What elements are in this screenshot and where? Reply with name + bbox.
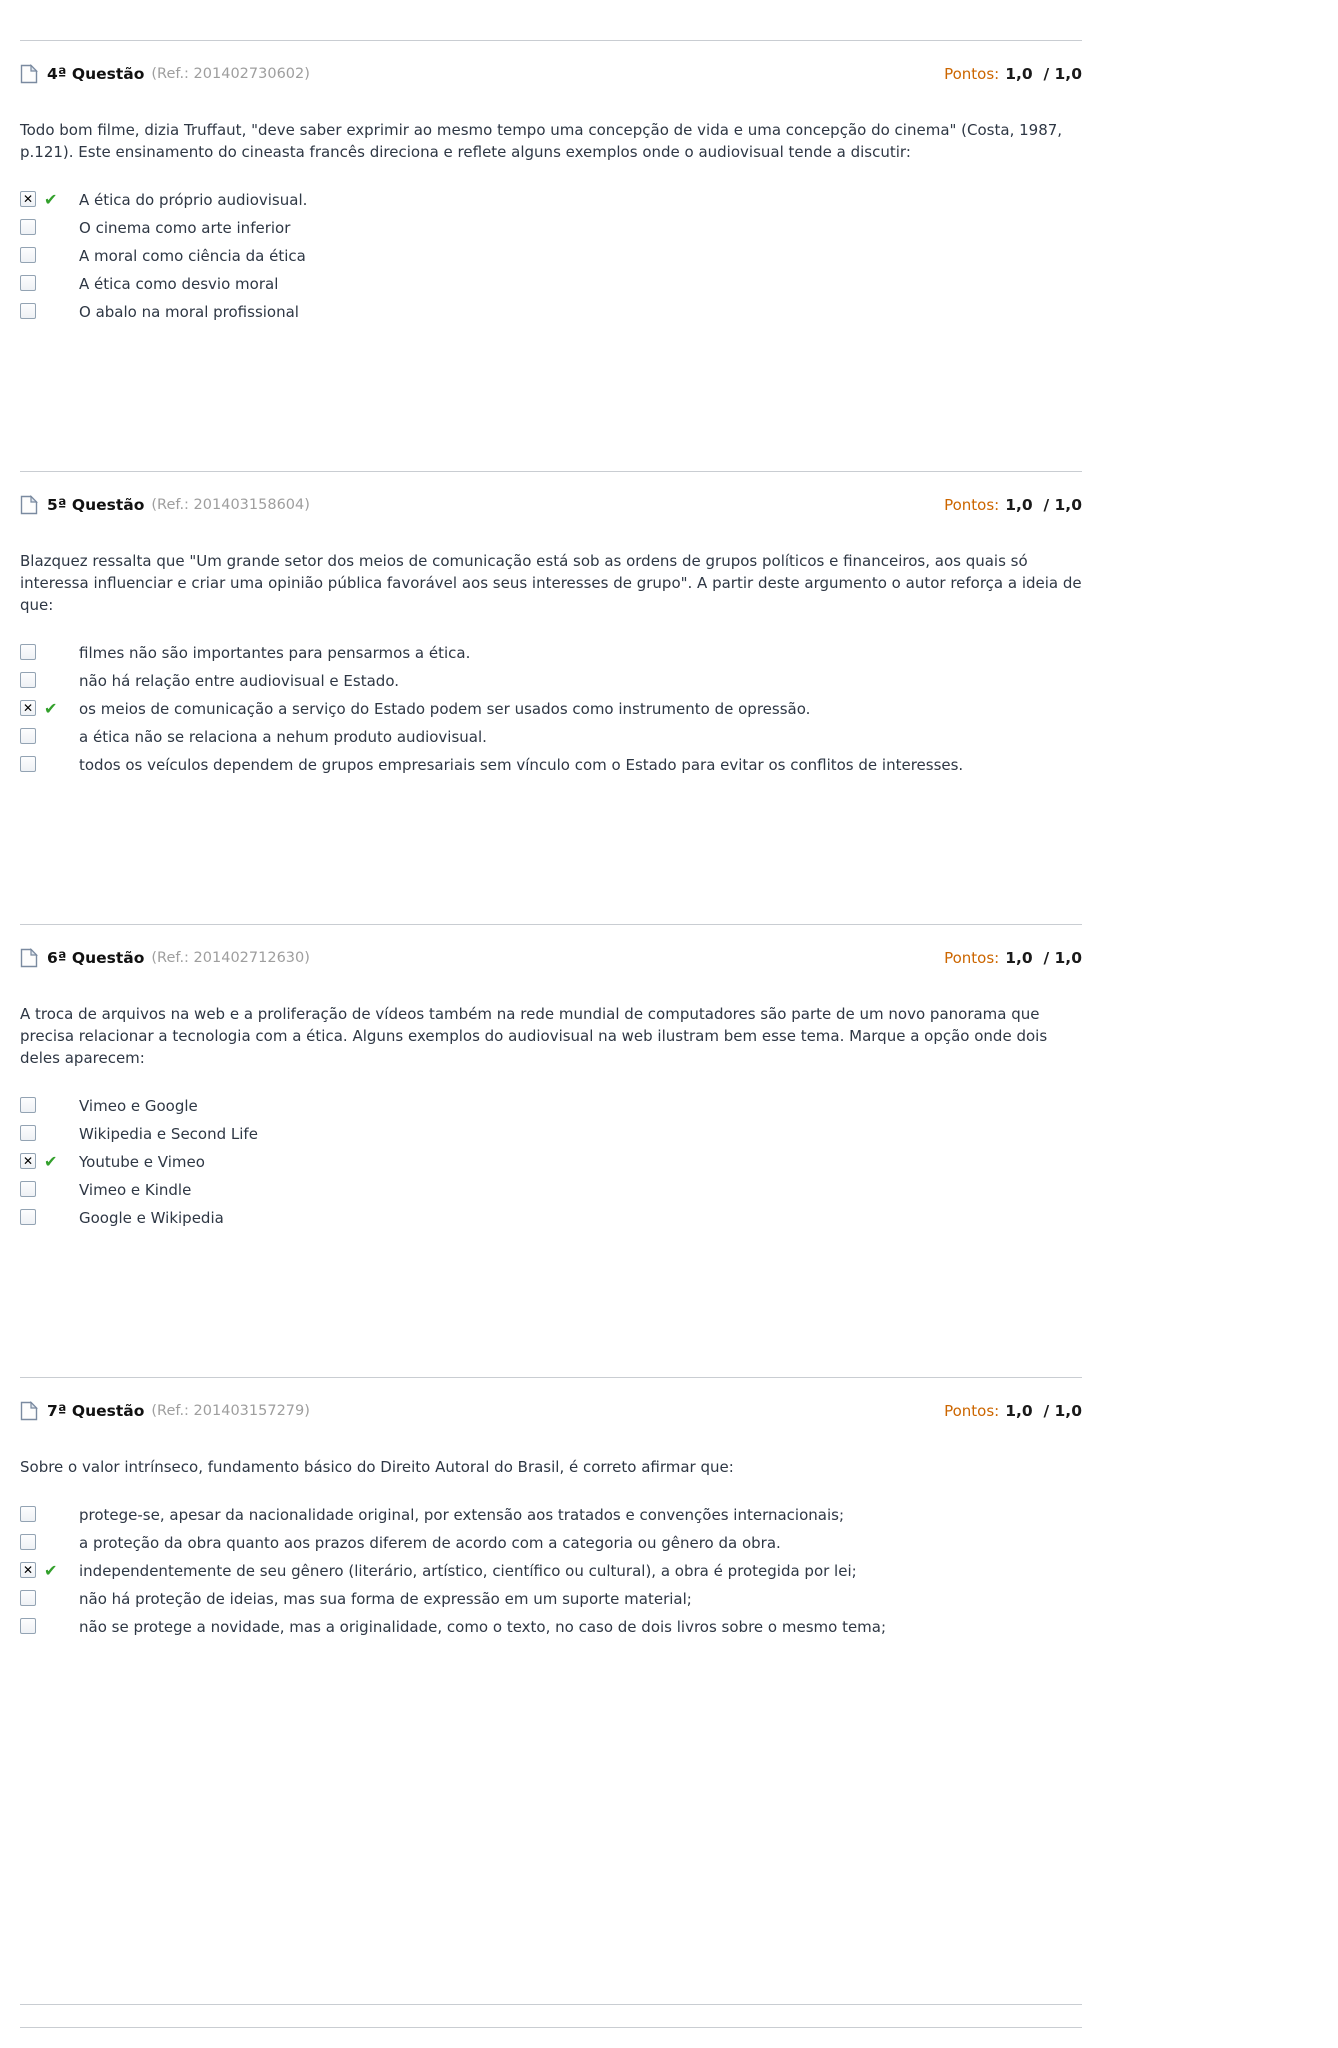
question-points <box>906 41 1082 107</box>
option-checkbox[interactable]: ✕ <box>20 1562 36 1578</box>
question-block <box>20 894 1082 1347</box>
points-label: Pontos: <box>944 949 1000 967</box>
question-ref: (Ref.: 201402712630) <box>151 950 310 966</box>
option-label: não se protege a novidade, mas a originalidade, como o texto, no caso de dois livros sobre o mesmo tema; <box>79 1618 887 1636</box>
answer-option <box>20 1616 1082 1638</box>
option-checkbox[interactable] <box>20 1506 36 1522</box>
points-value: 1,0 / 1,0 <box>1005 65 1082 83</box>
option-label: independentemente de seu gênero (literário, artístico, científico ou cultural), a obra é protegida por lei; <box>79 1562 857 1580</box>
answer-option <box>20 245 1082 267</box>
question-title: 7ª Questão <box>47 1402 145 1420</box>
option-checkbox[interactable]: ✕ <box>20 1153 36 1169</box>
question-points <box>906 1378 1082 1444</box>
option-label: A moral como ciência da ética <box>79 247 306 265</box>
answer-option <box>20 754 1082 776</box>
option-checkbox[interactable] <box>20 1534 36 1550</box>
question-points <box>906 925 1082 991</box>
option-checkbox[interactable] <box>20 1125 36 1141</box>
question-ref: (Ref.: 201403158604) <box>151 497 310 513</box>
points-label: Pontos: <box>944 1402 1000 1420</box>
question-title: 4ª Questão <box>47 65 145 83</box>
option-label: A ética do próprio audiovisual. <box>79 191 308 209</box>
answer-option <box>20 1151 1082 1173</box>
question-header <box>20 925 1082 991</box>
option-label: não há relação entre audiovisual e Estado. <box>79 672 399 690</box>
question-ref: (Ref.: 201402730602) <box>151 66 310 82</box>
option-checkbox[interactable] <box>20 303 36 319</box>
options-list <box>20 189 1082 323</box>
question-ref: (Ref.: 201403157279) <box>151 1403 310 1419</box>
option-label: Vimeo e Kindle <box>79 1181 192 1199</box>
option-label: Google e Wikipedia <box>79 1209 224 1227</box>
answer-option <box>20 1179 1082 1201</box>
option-checkbox[interactable] <box>20 247 36 263</box>
question-points <box>906 472 1082 538</box>
correct-checkmark-icon: ✔ <box>44 1152 58 1171</box>
answer-option <box>20 301 1082 323</box>
footer-divider-top <box>20 2004 1082 2005</box>
option-checkbox[interactable] <box>20 1097 36 1113</box>
document-icon <box>20 64 38 84</box>
question-title: 5ª Questão <box>47 496 145 514</box>
points-label: Pontos: <box>944 65 1000 83</box>
option-checkbox[interactable] <box>20 1209 36 1225</box>
option-checkbox[interactable] <box>20 728 36 744</box>
answer-option <box>20 217 1082 239</box>
answer-option <box>20 1504 1082 1526</box>
question-header <box>20 1378 1082 1444</box>
points-value: 1,0 / 1,0 <box>1005 496 1082 514</box>
question-block <box>20 10 1082 441</box>
document-icon <box>20 495 38 515</box>
answer-option <box>20 726 1082 748</box>
correct-checkmark-icon: ✔ <box>44 190 58 209</box>
page-footer <box>20 2004 1082 2048</box>
option-label: Wikipedia e Second Life <box>79 1125 258 1143</box>
option-label: A ética como desvio moral <box>79 275 279 293</box>
options-list <box>20 1504 1082 1638</box>
option-checkbox[interactable] <box>20 1618 36 1634</box>
question-block <box>20 1347 1082 2004</box>
options-list <box>20 1095 1082 1229</box>
quiz-review-page <box>20 10 1082 2048</box>
footer-divider-bottom <box>20 2027 1082 2028</box>
question-header <box>20 41 1082 107</box>
option-checkbox[interactable] <box>20 219 36 235</box>
option-label: filmes não são importantes para pensarmos a ética. <box>79 644 471 662</box>
answer-option <box>20 273 1082 295</box>
option-checkbox[interactable] <box>20 756 36 772</box>
questions-container <box>20 10 1082 2004</box>
answer-option <box>20 1560 1082 1582</box>
question-text: A troca de arquivos na web e a proliferação de vídeos também na rede mundial de computadores são parte de um novo panorama que precisa relacionar a tecnologia com a ética. Alguns exemplos do audiovisual na web ilustram bem esse tema. Marque a opção onde dois deles aparecem: <box>20 1005 1048 1067</box>
answer-option <box>20 1095 1082 1117</box>
option-label: os meios de comunicação a serviço do Estado podem ser usados como instrumento de opressão. <box>79 700 811 718</box>
question-text: Todo bom filme, dizia Truffaut, "deve saber exprimir ao mesmo tempo uma concepção de vida e uma concepção do cinema" (Costa, 1987, p.121). Este ensinamento do cineasta francês direciona e reflete alguns exemplos onde o audiovisual tende a discutir: <box>20 121 1063 161</box>
points-value: 1,0 / 1,0 <box>1005 1402 1082 1420</box>
options-list <box>20 642 1082 776</box>
question-text: Sobre o valor intrínseco, fundamento básico do Direito Autoral do Brasil, é correto afirmar que: <box>20 1458 734 1476</box>
answer-option <box>20 189 1082 211</box>
option-checkbox[interactable] <box>20 644 36 660</box>
option-label: todos os veículos dependem de grupos empresariais sem vínculo com o Estado para evitar os conflitos de interesses. <box>79 756 964 774</box>
option-label: a ética não se relaciona a nehum produto audiovisual. <box>79 728 487 746</box>
option-label: Youtube e Vimeo <box>79 1153 205 1171</box>
answer-option <box>20 1588 1082 1610</box>
option-label: protege-se, apesar da nacionalidade original, por extensão aos tratados e convenções internacionais; <box>79 1506 844 1524</box>
option-label: O cinema como arte inferior <box>79 219 291 237</box>
option-checkbox[interactable]: ✕ <box>20 700 36 716</box>
option-checkbox[interactable] <box>20 672 36 688</box>
option-checkbox[interactable] <box>20 275 36 291</box>
correct-checkmark-icon: ✔ <box>44 1561 58 1580</box>
document-icon <box>20 1401 38 1421</box>
question-block <box>20 441 1082 894</box>
answer-option <box>20 1123 1082 1145</box>
option-checkbox[interactable] <box>20 1181 36 1197</box>
option-label: Vimeo e Google <box>79 1097 198 1115</box>
question-title: 6ª Questão <box>47 949 145 967</box>
answer-option <box>20 1532 1082 1554</box>
document-icon <box>20 948 38 968</box>
answer-option <box>20 642 1082 664</box>
question-text: Blazquez ressalta que "Um grande setor dos meios de comunicação está sob as ordens de grupos políticos e financeiros, aos quais só interessa influenciar e criar uma opinião pública favorável aos seus interesses de grupo". A partir deste argumento o autor reforça a ideia de que: <box>20 552 1082 614</box>
option-label: a proteção da obra quanto aos prazos diferem de acordo com a categoria ou gênero da obra. <box>79 1534 781 1552</box>
points-label: Pontos: <box>944 496 1000 514</box>
answer-option <box>20 1207 1082 1229</box>
points-value: 1,0 / 1,0 <box>1005 949 1082 967</box>
option-checkbox[interactable] <box>20 1590 36 1606</box>
answer-option <box>20 698 1082 720</box>
option-label: O abalo na moral profissional <box>79 303 299 321</box>
question-header <box>20 472 1082 538</box>
option-label: não há proteção de ideias, mas sua forma de expressão em um suporte material; <box>79 1590 692 1608</box>
correct-checkmark-icon: ✔ <box>44 699 58 718</box>
option-checkbox[interactable]: ✕ <box>20 191 36 207</box>
answer-option <box>20 670 1082 692</box>
